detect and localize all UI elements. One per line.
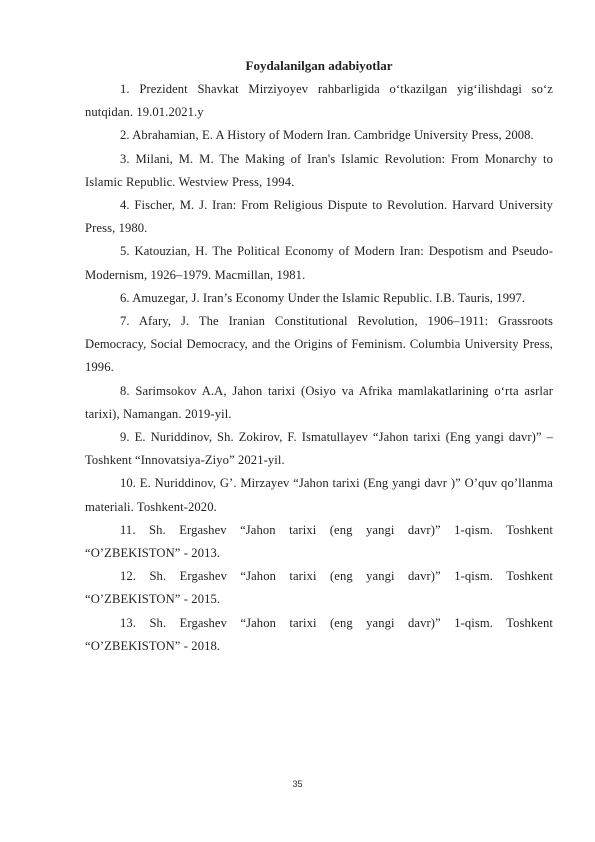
page-number: 35 <box>292 779 303 789</box>
reference-item-11: 11. Sh. Ergashev “Jahon tarixi (eng yangi davr)” 1-qism. Toshkent “O’ZBEKISTON” - 2013. <box>85 522 553 561</box>
reference-item-7: 7. Afary, J. The Iranian Constitutional Revolution, 1906–1911: Grassroots Democracy, Social Democracy, and the Origins of Feminism. Columbia University Press, 1996. <box>85 314 553 375</box>
reference-item-10: 10. E. Nuriddinov, G’. Mirzayev “Jahon tarixi (Eng yangi davr )” O’quv qo’llanma materiali. Toshkent-2020. <box>85 476 553 514</box>
page-title: Foydalanilgan adabiyotlar <box>245 58 393 73</box>
reference-item-6: 6. Amuzegar, J. Iran’s Economy Under the Islamic Republic. I.B. Tauris, 1997. <box>120 290 526 305</box>
reference-item-8: 8. Sarimsokov A.A, Jahon tarixi (Osiyo va Afrika mamlakatlarining o‘rta asrlar tarixi), Namangan. 2019-yil. <box>85 383 553 421</box>
reference-item-1: 1. Prezident Shavkat Mirziyoyev rahbarligida o‘tkazilgan yig‘ilishdagi so‘z nutqidan. 19.01.2021.y <box>85 82 553 120</box>
page-content <box>85 56 553 658</box>
reference-item-9: 9. E. Nuriddinov, Sh. Zokirov, F. Ismatullayev “Jahon tarixi (Eng yangi davr)” – Toshkent “Innovatsiya-Ziyo” 2021-yil. <box>85 430 553 468</box>
reference-list <box>85 78 553 658</box>
reference-item-5: 5. Katouzian, H. The Political Economy of Modern Iran: Despotism and Pseudo-Modernism, 1926–1979. Macmillan, 1981. <box>85 244 553 282</box>
reference-item-4: 4. Fischer, M. J. Iran: From Religious Dispute to Revolution. Harvard University Press, 1980. <box>85 198 553 236</box>
reference-item-13: 13. Sh. Ergashev “Jahon tarixi (eng yangi davr)” 1-qism. Toshkent “O’ZBEKISTON” - 2018. <box>85 615 553 653</box>
reference-item-2: 2. Abrahamian, E. A History of Modern Iran. Cambridge University Press, 2008. <box>120 128 534 143</box>
reference-item-3: 3. Milani, M. M. The Making of Iran's Islamic Revolution: From Monarchy to Islamic Republic. Westview Press, 1994. <box>85 151 553 189</box>
reference-item-12: 12. Sh. Ergashev “Jahon tarixi (eng yangi davr)” 1-qism. Toshkent “O’ZBEKISTON” - 2015. <box>85 569 553 607</box>
